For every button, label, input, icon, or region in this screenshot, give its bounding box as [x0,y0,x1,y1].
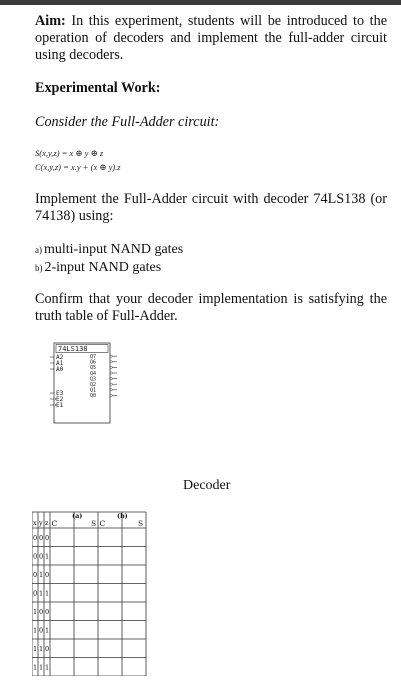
option-a-text: multi-input NAND gates [44,242,184,257]
option-b [35,259,161,277]
truth-table-cell: 0 [39,608,44,616]
chip-output-pin-q4: Q4 [90,370,97,377]
chip-inversion-bubble [110,378,112,380]
truth-table-group-label-a: (a) [72,512,83,520]
truth-table-output-header: S [91,519,97,528]
decoder-label: Decoder [183,478,231,493]
truth-table-input-header: y [39,519,43,527]
truth-table-cell: 1 [33,608,38,616]
chip-name: 74LS138 [58,345,88,353]
truth-table-cell: 0 [33,534,38,542]
chip-inversion-bubble [110,383,112,385]
truth-table-cell: 0 [33,552,38,561]
confirm-text: Confirm that your decoder implementation is satisfying the truth table of Full-Adder. [35,291,387,324]
implement-text: Implement the Full-Adder circuit with decoder 74LS138 (or 74138) using: [35,191,387,224]
truth-table-output-header: S [138,519,144,528]
chip-select-pin-a1: A1 [56,360,64,367]
truth-table-cell: 0 [39,626,44,635]
aim-text: In this experiment, students will be introduced to the operation of decoders and implement the full-adder circuit using decoders. [35,13,388,63]
chip-output-pin-q0: Q0 [90,393,97,400]
truth-table-cell: 0 [45,608,50,616]
chip-output-pin-q7: Q7 [90,354,97,360]
aim-label: Aim: [35,13,66,29]
chip-inversion-bubble [110,361,112,363]
truth-table-cell: 0 [45,534,50,542]
consider-text: Consider the Full-Adder circuit: [35,114,220,130]
truth-table-input-header: z [45,519,49,527]
truth-table-output-header: C [51,519,58,528]
full-adder-truth-table [32,510,147,676]
truth-table-cell: 1 [33,645,38,653]
truth-table-cell: 1 [39,645,44,653]
truth-table-cell: 1 [45,552,50,561]
chip-enable-pin-e2: E2 [56,396,64,403]
truth-table-cell: 0 [33,571,38,579]
truth-table-cell: 1 [45,589,50,598]
chip-inversion-bubble [110,394,112,396]
truth-table-output-header: C [99,519,106,528]
truth-table-cell: 1 [45,626,50,635]
chip-output-pin-q3: Q3 [90,376,97,383]
decoder-chip-74ls138 [50,342,118,424]
truth-table-cell: 1 [33,626,38,635]
truth-table-input-header: x [33,519,37,527]
chip-output-pin-q6: Q6 [90,359,97,366]
truth-table-cell: 0 [45,645,50,653]
option-b-marker: b) [35,263,43,273]
sum-equation: S(x,y,z) = x ⊕ y ⊕ z [35,148,104,158]
chip-select-pin-a0: A0 [56,366,64,373]
truth-table-cell: 0 [39,552,44,561]
chip-output-pin-q1: Q1 [90,387,97,394]
chip-output-pin-q2: Q2 [90,382,97,388]
carry-equation: C(x,y,z) = x.y + (x ⊕ y).z [35,162,121,172]
chip-select-pin-a2: A2 [56,354,64,361]
truth-table-cell: 1 [39,589,44,598]
chip-enable-pin-e3: E3 [56,390,64,397]
truth-table-group-label-b: (b) [117,512,128,520]
experimental-work-heading: Experimental Work: [35,80,161,96]
truth-table-cell: 0 [45,571,50,579]
truth-table-cell: 1 [33,663,38,672]
truth-table-cell: 1 [45,663,50,672]
option-a [35,241,183,259]
chip-inversion-bubble [110,355,112,357]
option-b-text: 2-input NAND gates [44,260,162,275]
truth-table-cell: 1 [39,663,44,672]
truth-table-cell: 0 [39,534,44,542]
chip-inversion-bubble [110,366,112,368]
chip-enable-pin-e1: E1 [56,402,64,409]
chip-inversion-bubble [110,389,112,391]
aim-paragraph [35,13,387,64]
truth-table-cell: 1 [39,571,44,579]
option-a-marker: a) [35,245,42,255]
chip-output-pin-q5: Q5 [90,365,97,372]
chip-inversion-bubble [110,372,112,374]
truth-table-cell: 0 [33,589,38,598]
truth-table-text [33,512,143,672]
